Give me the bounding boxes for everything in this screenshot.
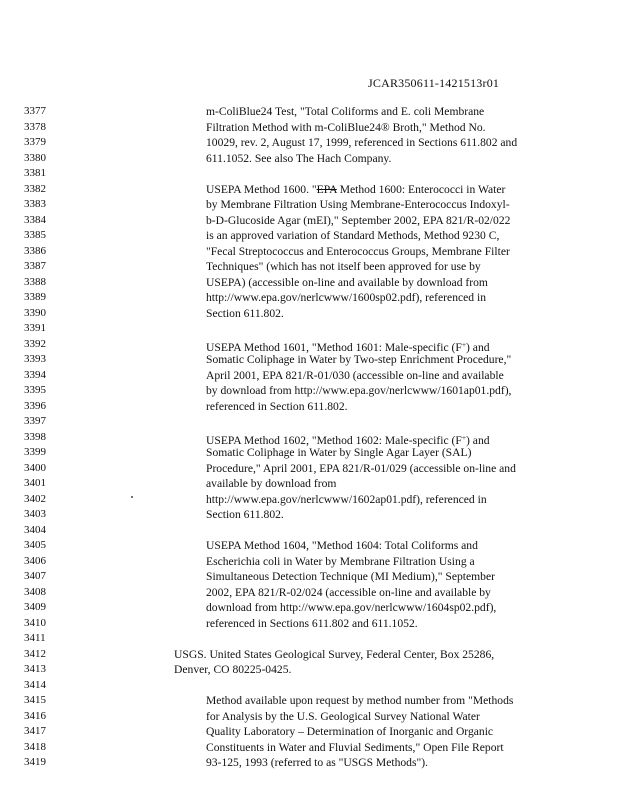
line-text: by download from http://www.epa.gov/nerlcwww/1601ap01.pdf),	[206, 384, 512, 397]
line-text-after: ) and	[466, 433, 490, 447]
line-number: 3401	[24, 477, 46, 489]
document-line	[0, 182, 618, 198]
line-text-before: USEPA Method 1601, "Method 1601: Male-specific (F	[206, 340, 462, 354]
line-number: 3394	[24, 368, 46, 381]
line-text: available by download from	[206, 477, 337, 490]
line-text: USGS. United States Geological Survey, Federal Center, Box 25286,	[174, 647, 495, 661]
line-number: 3406	[24, 554, 46, 567]
superscript: +	[461, 432, 467, 442]
line-number: 3390	[24, 306, 46, 319]
document-line	[0, 693, 618, 709]
document-line	[0, 104, 618, 120]
line-text: b-D-Glucoside Agar (mEI)," September 2002, EPA 821/R-02/022	[206, 213, 511, 227]
line-number: 3389	[24, 291, 46, 303]
line-number: 3411	[24, 632, 46, 644]
line-number: 3415	[24, 694, 46, 706]
document-line	[0, 476, 618, 492]
document-line	[0, 197, 618, 213]
line-number: 3404	[24, 523, 46, 536]
document-line	[0, 709, 618, 725]
line-number: 3412	[24, 647, 46, 660]
document-id-header: JCAR350611-1421513r01	[368, 76, 500, 90]
line-text: Section 611.802.	[206, 306, 284, 320]
struck-text: EPA	[316, 182, 337, 196]
line-number: 3382	[24, 182, 46, 195]
line-number: 3396	[24, 399, 46, 412]
document-line	[0, 600, 618, 616]
line-text: for Analysis by the U.S. Geological Survey National Water	[206, 709, 480, 723]
document-line	[0, 585, 618, 601]
line-text: April 2001, EPA 821/R-01/030 (accessible on-line and available	[206, 368, 504, 382]
line-text: http://www.epa.gov/nerlcwww/1600sp02.pdf), referenced in	[206, 291, 486, 304]
document-line	[0, 678, 618, 694]
document-line	[0, 306, 618, 322]
document-line	[0, 275, 618, 291]
document-line	[0, 135, 618, 151]
document-line	[0, 244, 618, 260]
document-line	[0, 213, 618, 229]
line-number: 3403	[24, 508, 46, 520]
line-number: 3378	[24, 120, 46, 133]
line-number: 3400	[24, 461, 46, 474]
line-number: 3407	[24, 570, 46, 582]
line-text-before: USEPA Method 1602, "Method 1602: Male-specific (F	[206, 433, 462, 447]
document-line	[0, 368, 618, 384]
document-line	[0, 445, 618, 461]
line-text: referenced in Sections 611.802 and 611.1052.	[206, 616, 418, 630]
line-number: 3414	[24, 678, 46, 691]
document-line	[0, 337, 618, 353]
document-line	[0, 399, 618, 415]
line-number: 3399	[24, 446, 46, 458]
document-line	[0, 662, 618, 678]
line-text: Techniques" (which has not itself been approved for use by	[206, 260, 481, 273]
line-number: 3408	[24, 585, 46, 598]
line-number: 3388	[24, 275, 46, 288]
line-number: 3398	[24, 430, 46, 443]
document-line	[0, 120, 618, 136]
document-line	[0, 430, 618, 446]
line-text: Simultaneous Detection Technique (MI Medium)," September	[206, 570, 495, 583]
document-line	[0, 228, 618, 244]
line-text: USEPA) (accessible on-line and available by download from	[206, 275, 488, 289]
line-text	[206, 182, 505, 198]
line-number: 3397	[24, 415, 46, 427]
document-line	[0, 461, 618, 477]
document-line	[0, 569, 618, 585]
line-number: 3384	[24, 213, 46, 226]
document-line	[0, 414, 618, 430]
line-number: 3379	[24, 136, 46, 148]
document-line	[0, 538, 618, 554]
line-number: 3377	[24, 105, 46, 117]
document-line	[0, 740, 618, 756]
line-text: Filtration Method with m-ColiBlue24® Broth," Method No.	[206, 120, 486, 134]
line-text: 2002, EPA 821/R-02/024 (accessible on-line and available by	[206, 585, 491, 599]
line-number: 3405	[24, 539, 46, 551]
line-number: 3380	[24, 151, 46, 164]
line-text-after: ) and	[466, 340, 490, 354]
line-text: by Membrane Filtration Using Membrane-Enterococcus Indoxyl-	[206, 198, 510, 211]
line-number: 3393	[24, 353, 46, 365]
line-number: 3395	[24, 384, 46, 396]
line-number: 3419	[24, 756, 46, 768]
line-text: Denver, CO 80225-0425.	[174, 663, 292, 676]
line-text: download from http://www.epa.gov/nerlcwww/1604sp02.pdf),	[206, 601, 497, 614]
line-text: Method available upon request by method number from "Methods	[206, 694, 514, 707]
line-text-before: USEPA Method 1600. "	[206, 182, 317, 196]
line-text: USEPA Method 1604, "Method 1604: Total Coliforms and	[206, 539, 478, 552]
line-number: 3392	[24, 337, 46, 350]
document-line	[0, 259, 618, 275]
line-number: 3385	[24, 229, 46, 241]
document-line	[0, 352, 618, 368]
line-number: 3416	[24, 709, 46, 722]
document-line	[0, 151, 618, 167]
document-line	[0, 724, 618, 740]
line-number: 3391	[24, 322, 46, 334]
line-text: referenced in Section 611.802.	[206, 399, 348, 413]
line-text-after: Method 1600: Enterococci in Water	[336, 182, 506, 196]
stray-mark	[131, 496, 133, 498]
line-number: 3413	[24, 663, 46, 675]
document-line	[0, 166, 618, 182]
line-text: 10029, rev. 2, August 17, 1999, referenced in Sections 611.802 and	[206, 136, 518, 149]
line-text: "Fecal Streptococcus and Enterococcus Groups, Membrane Filter	[206, 244, 510, 258]
numbered-lines	[0, 104, 618, 771]
document-line	[0, 523, 618, 539]
line-text: Escherichia coli in Water by Membrane Filtration Using a	[206, 554, 475, 568]
document-line	[0, 631, 618, 647]
line-text: Constituents in Water and Fluvial Sediments," Open File Report	[206, 740, 504, 754]
line-text: http://www.epa.gov/nerlcwww/1602ap01.pdf), referenced in	[206, 492, 487, 506]
line-number: 3409	[24, 601, 46, 613]
document-line	[0, 492, 618, 508]
line-text: 93-125, 1993 (referred to as "USGS Methods").	[206, 756, 428, 769]
line-text: Section 611.802.	[206, 508, 284, 521]
line-number: 3402	[24, 492, 46, 505]
line-text: is an approved variation of Standard Methods, Method 9230 C,	[206, 229, 500, 242]
document-line	[0, 647, 618, 663]
line-number: 3386	[24, 244, 46, 257]
line-text: Procedure," April 2001, EPA 821/R-01/029 (accessible on-line and	[206, 461, 516, 475]
superscript: +	[461, 339, 467, 349]
line-number: 3418	[24, 740, 46, 753]
line-number: 3387	[24, 260, 46, 272]
line-text: Quality Laboratory – Determination of Inorganic and Organic	[206, 725, 494, 738]
document-line	[0, 755, 618, 771]
line-text: Somatic Coliphage in Water by Two-step Enrichment Procedure,"	[206, 353, 512, 366]
line-text: 611.1052. See also The Hach Company.	[206, 151, 392, 165]
document-line	[0, 616, 618, 632]
line-number: 3410	[24, 616, 46, 629]
document-line	[0, 383, 618, 399]
document-line	[0, 507, 618, 523]
line-text: m-ColiBlue24 Test, "Total Coliforms and E. coli Membrane	[206, 105, 485, 118]
document-line	[0, 290, 618, 306]
document-line	[0, 321, 618, 337]
document-line	[0, 554, 618, 570]
line-number: 3381	[24, 167, 46, 179]
line-number: 3417	[24, 725, 46, 737]
line-number: 3383	[24, 198, 46, 210]
line-text: Somatic Coliphage in Water by Single Agar Layer (SAL)	[206, 446, 472, 459]
